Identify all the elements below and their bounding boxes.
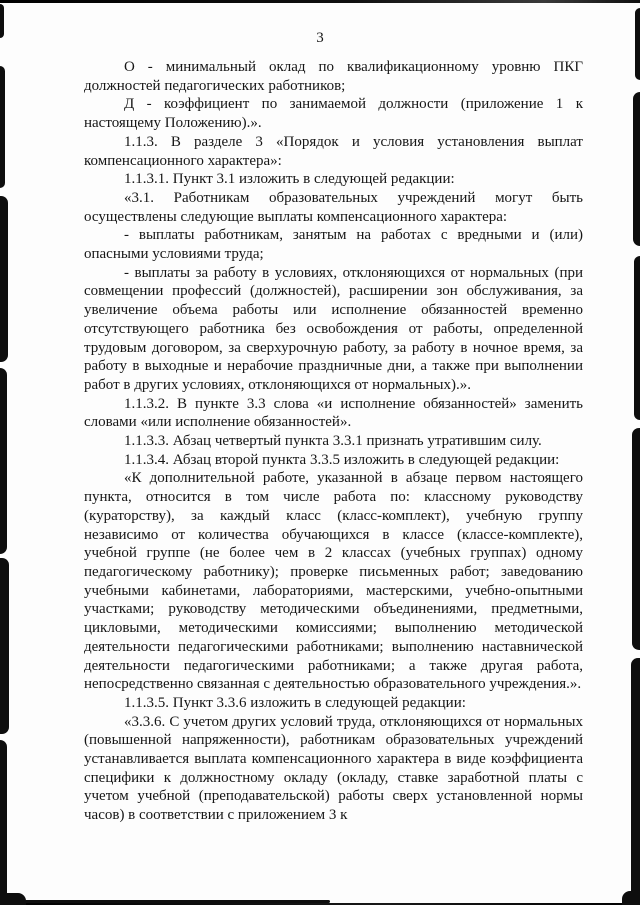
paragraph: 1.1.3.5. Пункт 3.3.6 изложить в следующей редакции: <box>124 694 466 711</box>
scan-artifact-left <box>0 368 7 554</box>
page-number: 3 <box>316 30 324 46</box>
paragraph: - выплаты за работу в условиях, отклоняющихся от нормальных (при совмещении профессий (должностей), расширении зон обслуживания, за увеличение объема работы или исполнение обязанностей временно отсутствующего работника без освобождения от работы, определенной трудовым договором, за сверхурочную работу, за работу в ночное время, за работу в выходные и нерабочие праздничные дни, а также при выполнении работ в других условиях, отклоняющихся от нормальных).». <box>84 264 583 393</box>
scan-artifact-right <box>634 256 640 420</box>
scan-artifact-top-edge <box>0 0 640 3</box>
paragraph: О - минимальный оклад по квалификационному уровню ПКГ должностей педагогических работников; <box>84 59 583 94</box>
paragraph: «К дополнительной работе, указанной в абзаце первом настоящего пункта, относится в том числе работа по: классному руководству (кураторству), за каждый класс (класс-комплект), учебную группу независимо от количества обучающихся в классе (классе-комплекте), учебной группе (не более чем в 2 классах (учебных группах) одному педагогическому работнику); проверке письменных работ; заведованию учебными кабинетами, лабораториями, мастерскими, учебно-опытными участками; руководству методическими объединениями, предметными, цикловыми, методическими комиссиями; выполнению методической деятельности педагогическими работниками; выполнению наставнической деятельности педагогическими работниками; а также другая работа, непосредственно связанная с деятельностью образовательного учреждения.». <box>84 470 583 693</box>
scan-artifact-left <box>0 196 8 362</box>
scan-artifact-right <box>633 92 640 246</box>
paragraph: 1.1.3.2. В пункте 3.3 слова «и исполнение обязанностей» заменить словами «или исполнение обязанностей». <box>84 395 583 431</box>
scan-artifact-right <box>632 428 640 650</box>
paragraph: - выплаты работникам, занятым на работах с вредными и (или) опасными условиями труда; <box>84 227 583 263</box>
scan-artifact-left <box>0 66 5 188</box>
paragraph: «3.3.6. С учетом других условий труда, отклоняющихся от нормальных (повышенной напряженности), работникам образовательных учреждений устанавливается выплата компенсационного характера в виде коэффициента специфики к должностному окладу (окладу, ставке заработной платы с учетом учебной (преподавательской) работы сверх установленной нормы часов) в соответствии с приложением 3 к <box>84 713 583 824</box>
scan-artifact-left <box>0 558 9 734</box>
paragraph: 1.1.3. В разделе 3 «Порядок и условия установления выплат компенсационного характера»: <box>84 133 583 169</box>
scan-artifact-corner <box>0 893 26 905</box>
scan-artifact-bottom-left <box>0 900 330 903</box>
scan-artifact-right <box>631 658 640 905</box>
document-body <box>84 58 583 825</box>
scan-artifact-left <box>0 740 7 905</box>
paragraph: Д - коэффициент по занимаемой должности (приложение 1 к настоящему Положению).». <box>84 96 583 132</box>
scan-artifact-corner <box>622 891 640 905</box>
paragraph: «3.1. Работникам образовательных учреждений могут быть осуществлены следующие выплаты компенсационного характера: <box>84 189 583 225</box>
paragraph: 1.1.3.1. Пункт 3.1 изложить в следующей редакции: <box>124 171 455 188</box>
paragraph: 1.1.3.4. Абзац второй пункта 3.3.5 изложить в следующей редакции: <box>124 451 560 468</box>
paragraph: 1.1.3.3. Абзац четвертый пункта 3.3.1 признать утратившим силу. <box>124 433 542 450</box>
